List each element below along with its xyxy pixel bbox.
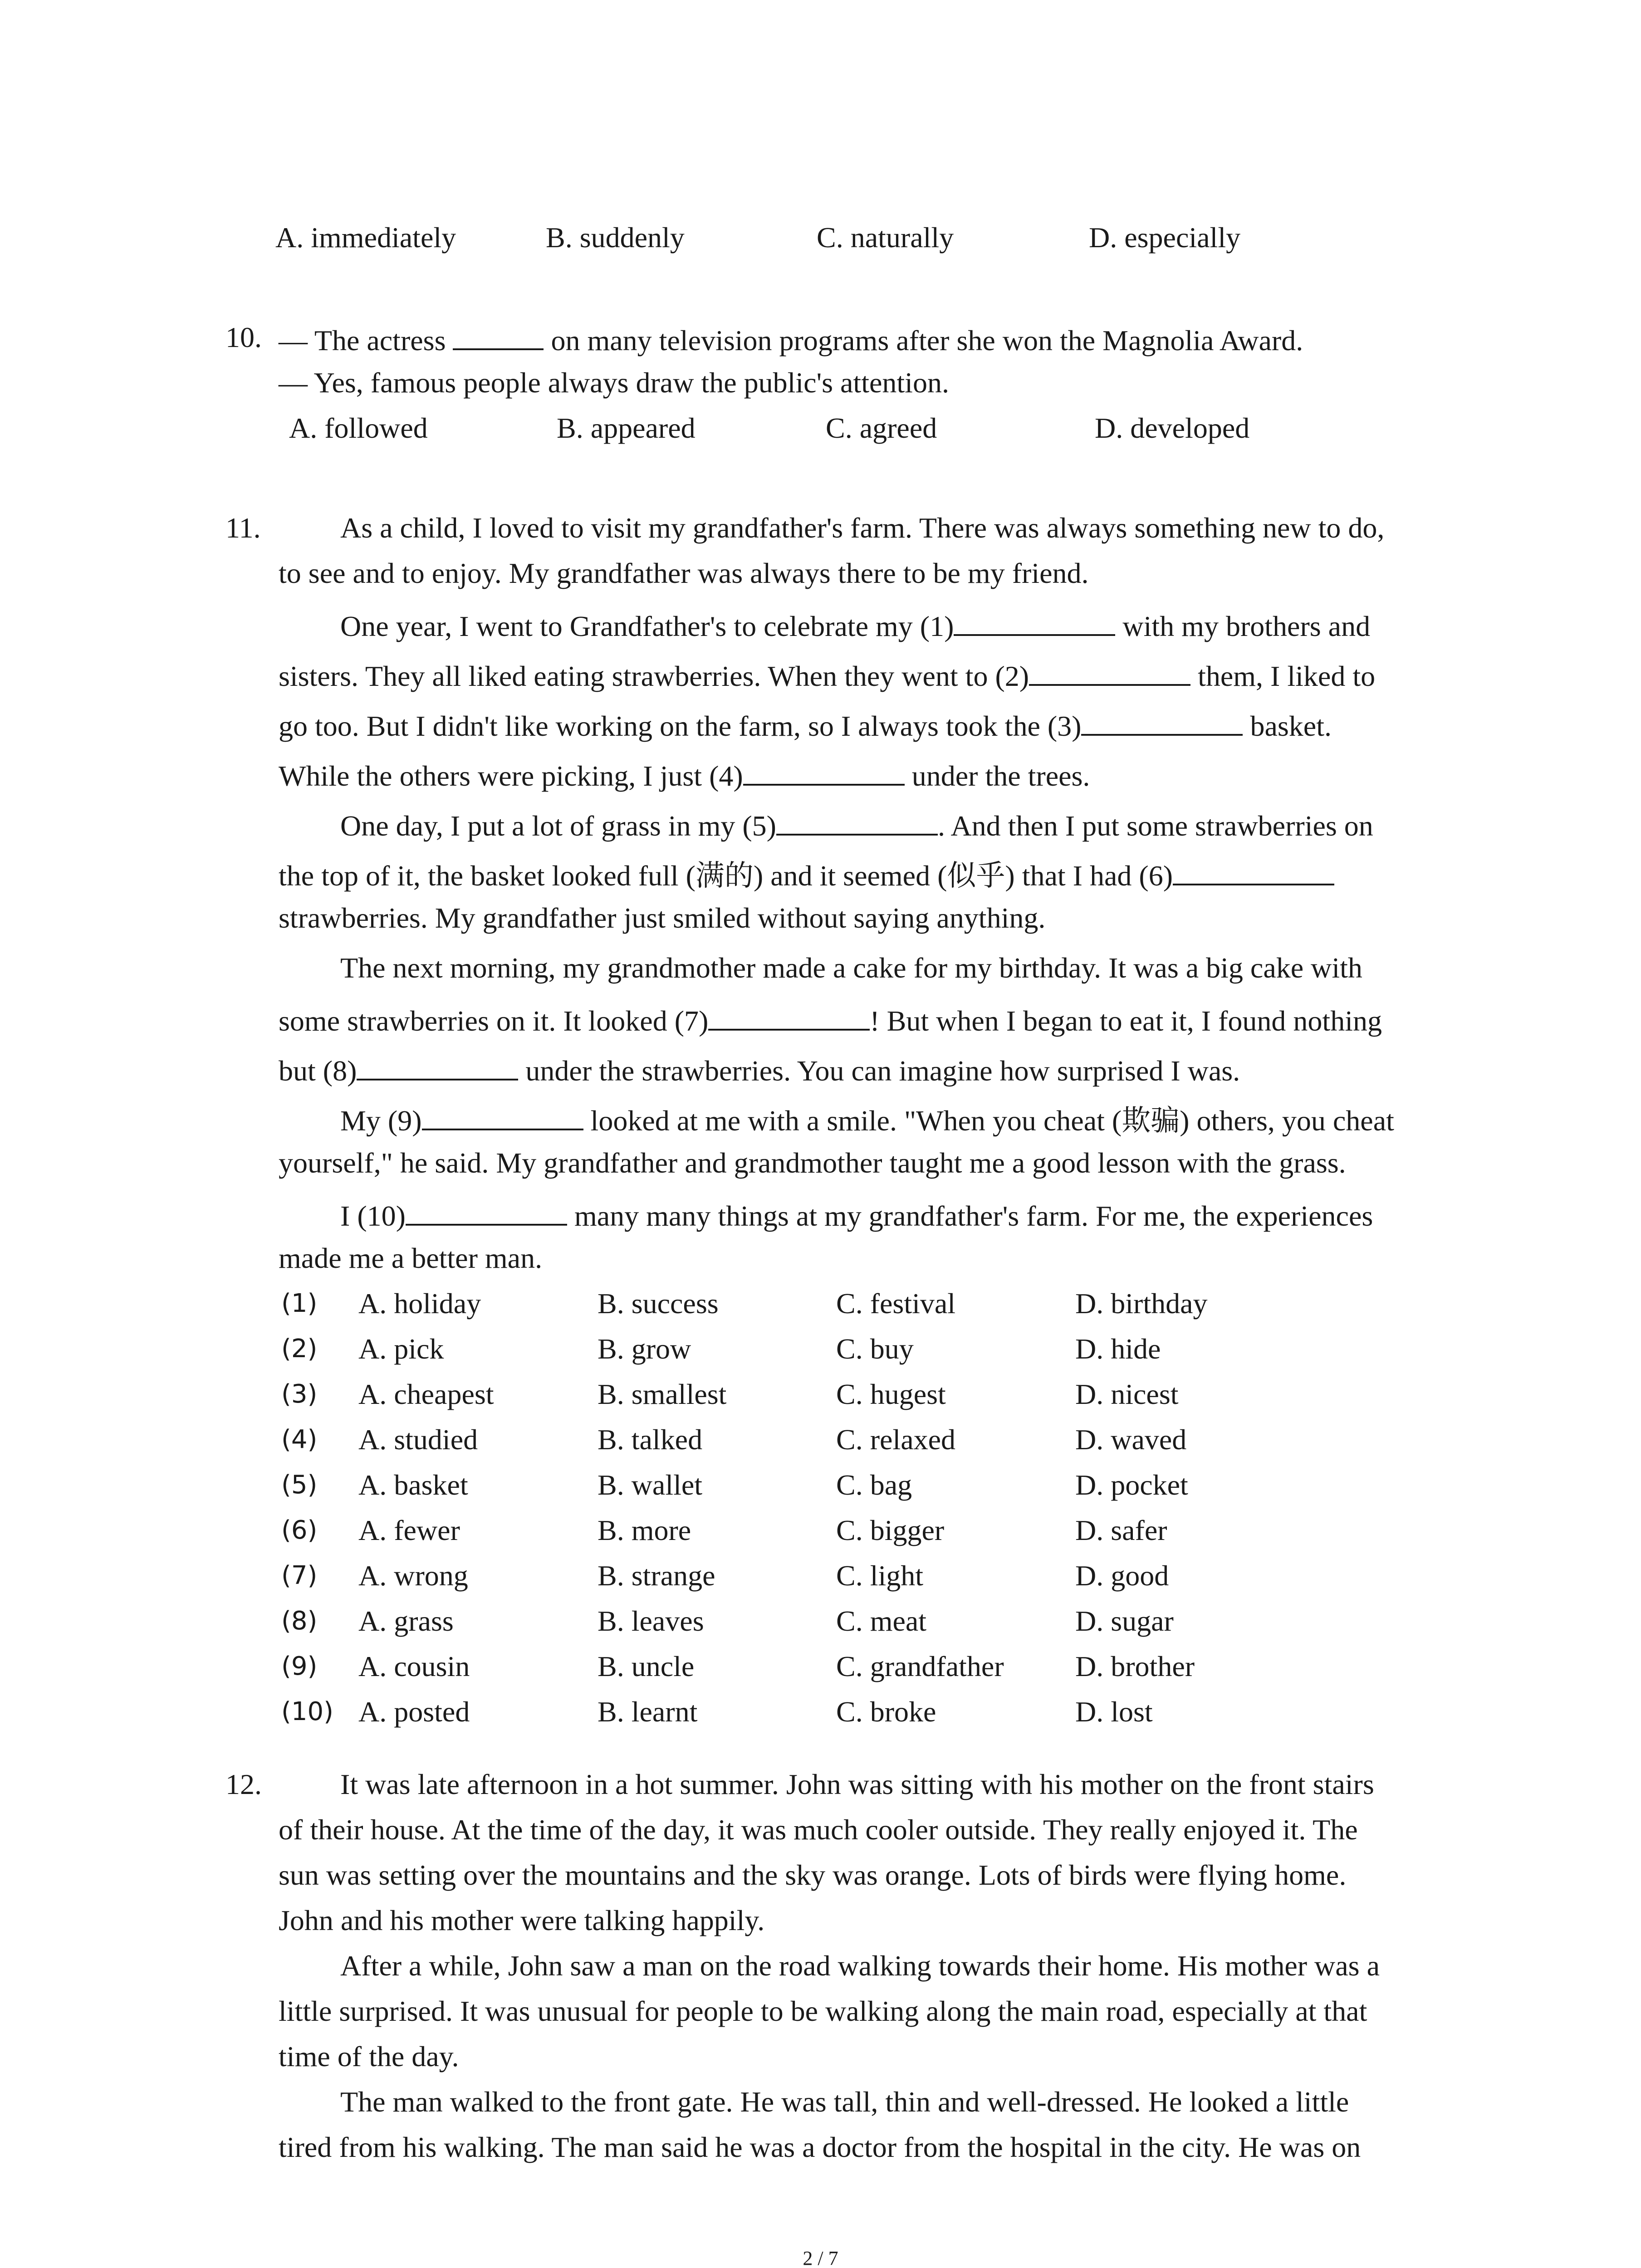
passage-line (279, 858, 1334, 890)
passage-line (279, 659, 1375, 691)
answer-blank (1173, 858, 1334, 885)
choice-c: C. relaxed (836, 1423, 955, 1456)
choice-a: A. basket (358, 1469, 468, 1501)
choice-d: D. lost (1075, 1696, 1153, 1728)
choice-b: B. grow (598, 1333, 691, 1365)
text: I (10) (340, 1200, 406, 1232)
choice-a: A. fewer (358, 1514, 460, 1546)
choice-d: D. good (1075, 1559, 1169, 1592)
text: ! But when I began to eat it, I found nothing (870, 1005, 1382, 1037)
option-c: C. naturally (817, 221, 954, 254)
choice-b: B. wallet (598, 1469, 703, 1501)
text: under the strawberries. You can imagine how surprised I was. (525, 1055, 1240, 1087)
text: many many things at my grandfather's farm. For me, the experiences (574, 1200, 1373, 1232)
passage-line: The next morning, my grandmother made a cake for my birthday. It was a big cake with (340, 952, 1362, 984)
choice-c: C. light (836, 1559, 924, 1592)
text: — The actress (279, 324, 446, 357)
passage-line: John and his mother were talking happily. (279, 1904, 765, 1936)
answer-blank (1029, 659, 1190, 686)
choice-c: C. broke (836, 1696, 936, 1728)
choice-d: D. birthday (1075, 1287, 1208, 1320)
choice-c: C. hugest (836, 1378, 946, 1410)
item-number: (2) (281, 1334, 318, 1364)
choice-c: C. festival (836, 1287, 956, 1320)
item-number: (10) (281, 1697, 333, 1726)
text: under the trees. (911, 760, 1090, 792)
answer-blank (743, 758, 905, 786)
passage-line (340, 609, 1370, 641)
question-number: 11. (225, 512, 261, 544)
passage-line (279, 1053, 1240, 1085)
choice-d: D. nicest (1075, 1378, 1179, 1410)
choice-c: C. bag (836, 1469, 912, 1501)
choice-a: A. posted (358, 1696, 470, 1728)
choice-a: A. grass (358, 1605, 454, 1637)
passage-line: tired from his walking. The man said he was a doctor from the hospital in the city. He was on (279, 2131, 1361, 2163)
passage-line: made me a better man. (279, 1242, 543, 1274)
passage-line (340, 1198, 1373, 1231)
text: looked at me with a smile. "When you cheat (欺骗) others, you cheat (590, 1105, 1394, 1137)
text: While the others were picking, I just (4) (279, 760, 743, 792)
choice-d: D. brother (1075, 1650, 1195, 1682)
passage-line: The man walked to the front gate. He was tall, thin and well-dressed. He looked a little (340, 2086, 1349, 2118)
option-c: C. agreed (826, 412, 937, 444)
choice-b: B. success (598, 1287, 719, 1320)
passage-line: little surprised. It was unusual for people to be walking along the main road, especially at that (279, 1995, 1367, 2027)
question-number: 12. (225, 1768, 262, 1800)
option-b: B. appeared (557, 412, 696, 444)
text: with my brothers and (1122, 610, 1371, 642)
answer-blank (708, 1003, 870, 1031)
passage-line: yourself," he said. My grandfather and grandmother taught me a good lesson with the grass. (279, 1147, 1346, 1179)
option-d: D. developed (1095, 412, 1250, 444)
choice-c: C. grandfather (836, 1650, 1004, 1682)
item-number: (8) (281, 1606, 318, 1636)
answer-blank (954, 609, 1115, 636)
option-a: A. followed (289, 412, 428, 444)
text: but (8) (279, 1055, 357, 1087)
text: sisters. They all liked eating strawberries. When they went to (2) (279, 660, 1029, 692)
passage-line: sun was setting over the mountains and the sky was orange. Lots of birds were flying home. (279, 1859, 1347, 1891)
answer-blank (1081, 709, 1243, 736)
text: basket. (1250, 710, 1332, 742)
choice-c: C. buy (836, 1333, 914, 1365)
choice-a: A. cousin (358, 1650, 470, 1682)
choice-d: D. pocket (1075, 1469, 1188, 1501)
passage-line (340, 808, 1373, 841)
choice-a: A. studied (358, 1423, 478, 1456)
passage-line (279, 709, 1332, 741)
choice-b: B. more (598, 1514, 691, 1546)
passage-line: As a child, I loved to visit my grandfather's farm. There was always something new to do, (340, 512, 1385, 544)
text: the top of it, the basket looked full (满的) and it seemed (似乎) that I had (6) (279, 860, 1173, 892)
item-number: (5) (281, 1470, 318, 1500)
answer-blank (406, 1198, 567, 1226)
choice-b: B. uncle (598, 1650, 695, 1682)
item-number: (9) (281, 1652, 318, 1681)
text: them, I liked to (1198, 660, 1376, 692)
option-b: B. suddenly (546, 221, 685, 254)
text: One year, I went to Grandfather's to celebrate my (1) (340, 610, 954, 642)
passage-line (279, 1003, 1382, 1036)
answer-blank (776, 808, 938, 836)
passage-line (279, 758, 1090, 791)
passage-line: to see and to enjoy. My grandfather was always there to be my friend. (279, 557, 1089, 589)
item-number: (1) (281, 1289, 318, 1318)
choice-b: B. leaves (598, 1605, 704, 1637)
choice-c: C. meat (836, 1605, 927, 1637)
passage-line: of their house. At the time of the day, it was much cooler outside. They really enjoyed it. The (279, 1813, 1358, 1846)
choice-b: B. smallest (598, 1378, 727, 1410)
choice-a: A. cheapest (358, 1378, 494, 1410)
choice-b: B. talked (598, 1423, 703, 1456)
choice-a: A. wrong (358, 1559, 468, 1592)
answer-blank (422, 1103, 583, 1130)
item-number: (4) (281, 1425, 318, 1454)
passage-line: strawberries. My grandfather just smiled without saying anything. (279, 902, 1046, 934)
passage-line: It was late afternoon in a hot summer. John was sitting with his mother on the front stairs (340, 1768, 1374, 1800)
option-a: A. immediately (275, 221, 456, 254)
choice-d: D. safer (1075, 1514, 1167, 1546)
choice-b: B. strange (598, 1559, 715, 1592)
choice-a: A. holiday (358, 1287, 481, 1320)
answer-blank (357, 1053, 518, 1080)
page-number: 2 / 7 (803, 2247, 838, 2268)
text: . And then I put some strawberries on (937, 810, 1373, 842)
passage-line: time of the day. (279, 2040, 459, 2072)
item-number: (7) (281, 1561, 318, 1590)
text: One day, I put a lot of grass in my (5) (340, 810, 776, 842)
choice-d: D. hide (1075, 1333, 1161, 1365)
question-number: 10. (225, 321, 262, 353)
passage-line (340, 1103, 1394, 1135)
answer-blank (453, 323, 544, 350)
choice-d: D. sugar (1075, 1605, 1174, 1637)
passage-line: After a while, John saw a man on the road walking towards their home. His mother was a (340, 1950, 1380, 1982)
text: some strawberries on it. It looked (7) (279, 1005, 709, 1037)
response-line: — Yes, famous people always draw the public's attention. (279, 367, 949, 399)
item-number: (3) (281, 1379, 318, 1409)
choice-c: C. bigger (836, 1514, 945, 1546)
choice-b: B. learnt (598, 1696, 698, 1728)
text: on many television programs after she won the Magnolia Award. (551, 324, 1303, 357)
text: My (9) (340, 1105, 422, 1137)
choice-a: A. pick (358, 1333, 444, 1365)
item-number: (6) (281, 1515, 318, 1545)
text: go too. But I didn't like working on the farm, so I always took the (3) (279, 710, 1082, 742)
option-d: D. especially (1089, 221, 1241, 254)
choice-d: D. waved (1075, 1423, 1187, 1456)
question-line (279, 323, 1303, 355)
